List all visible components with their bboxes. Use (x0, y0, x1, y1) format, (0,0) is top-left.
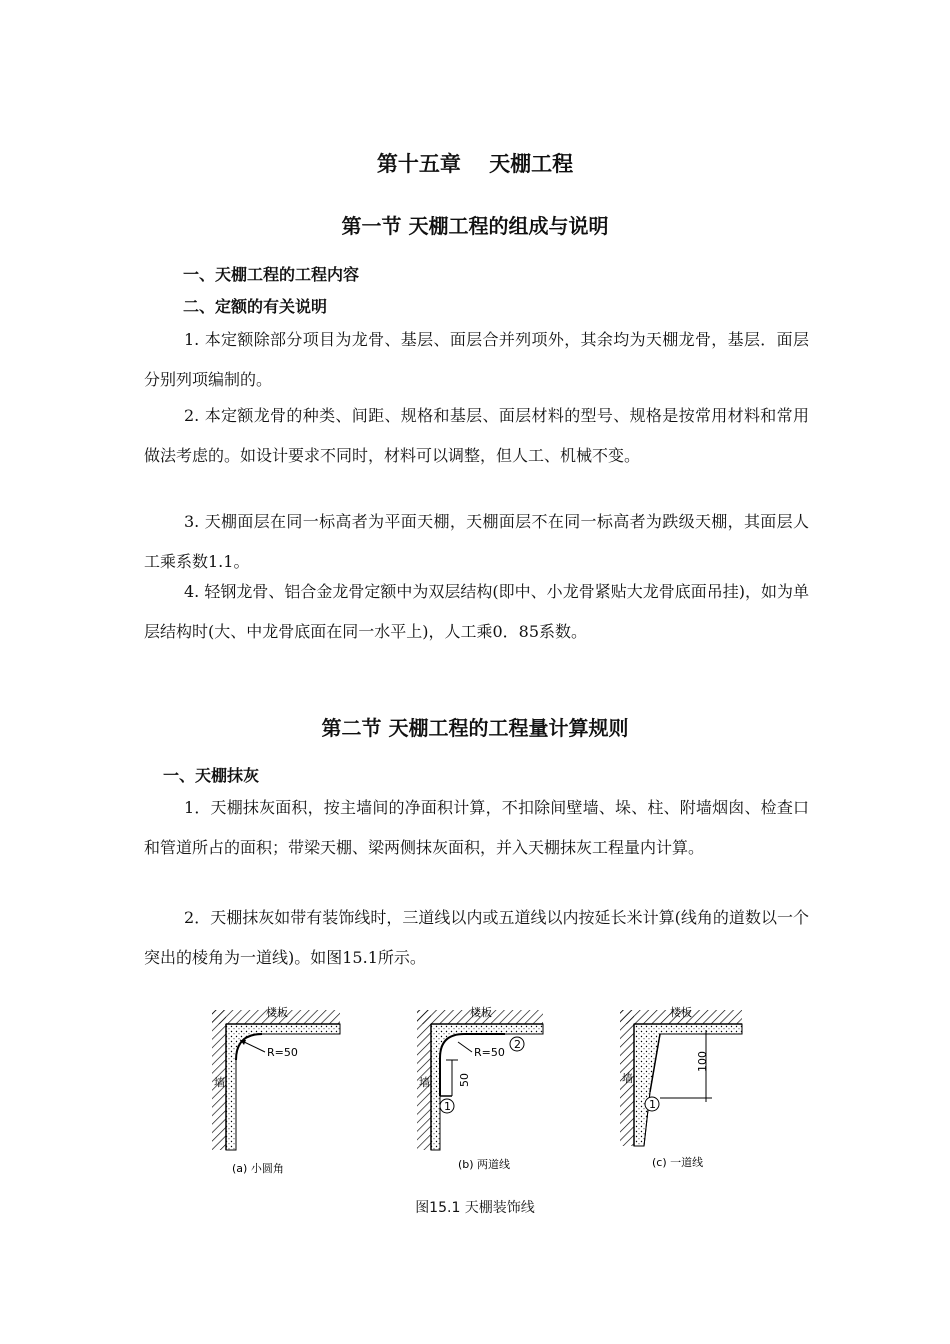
section1-item-3: 3. 天棚面层在同一标高者为平面天棚，天棚面层不在同一标高者为跌级天棚，其面层人工乘系数1.1。 (144, 512, 809, 571)
panel-b-floor-label: 楼板 (470, 1006, 492, 1019)
panel-c (620, 1005, 742, 1169)
section2-item-1: 1．天棚抹灰面积，按主墙间的净面积计算，不扣除间壁墙、垛、柱、附墙烟囱、检查口和管道所占的面积；带梁天棚、梁两侧抹灰面积，并入天棚抹灰工程量内计算。 (144, 798, 809, 857)
panel-a-dim: R=50 (267, 1046, 298, 1059)
section1-item-1: 1. 本定额除部分项目为龙骨、基层、面层合并列项外，其余均为天棚龙骨，基层．面层分别列项编制的。 (144, 330, 809, 389)
panel-b-marker2: 2 (514, 1038, 521, 1051)
figure-drawing (200, 1000, 760, 1190)
section2-title: 第二节 天棚工程的工程量计算规则 (321, 716, 629, 740)
section1-item-4: 4. 轻钢龙骨、铝合金龙骨定额中为双层结构(即中、小龙骨紧贴大龙骨底面吊挂)，如为单层结构时(大、中龙骨底面在同一水平上)，人工乘0．85系数。 (144, 582, 809, 641)
panel-c-dim: 100 (696, 1051, 709, 1072)
section2-sub1: 一、天棚抹灰 (163, 766, 260, 785)
figure-caption: 图15.1 天棚装饰线 (415, 1200, 535, 1216)
section2-item-2: 2．天棚抹灰如带有装饰线时，三道线以内或五道线以内按延长米计算(线角的道数以一个突出的棱角为一道线)。如图15.1所示。 (144, 908, 809, 967)
panel-c-marker1: 1 (649, 1098, 656, 1111)
panel-b-marker1: 1 (444, 1100, 451, 1113)
section1-item-2: 2. 本定额龙骨的种类、间距、规格和基层、面层材料的型号、规格是按常用材料和常用做法考虑的。如设计要求不同时，材料可以调整，但人工、机械不变。 (144, 406, 809, 465)
section1-title: 第一节 天棚工程的组成与说明 (341, 214, 609, 238)
panel-c-floor-label: 楼板 (670, 1006, 692, 1019)
panel-b-dim: R=50 (474, 1046, 505, 1059)
panel-b-label: (b) 两道线 (458, 1158, 511, 1171)
ceiling-molding-figure (200, 1000, 760, 1190)
chapter-title: 第十五章 天棚工程 (376, 152, 574, 176)
panel-b-wall-label: 墙 (419, 1076, 430, 1089)
section1-sub1: 一、天棚工程的工程内容 (183, 265, 360, 284)
panel-c-label: (c) 一道线 (652, 1156, 704, 1169)
panel-a-label: (a) 小圆角 (232, 1162, 284, 1175)
section1-sub2: 二、定额的有关说明 (183, 297, 328, 316)
panel-a-wall-label: 墙 (214, 1076, 225, 1089)
panel-b-dim2: 50 (458, 1073, 471, 1087)
panel-c-wall-label: 墙 (622, 1072, 633, 1085)
panel-b (417, 1005, 543, 1171)
panel-a (212, 1005, 340, 1175)
panel-a-floor-label: 楼板 (266, 1006, 288, 1019)
